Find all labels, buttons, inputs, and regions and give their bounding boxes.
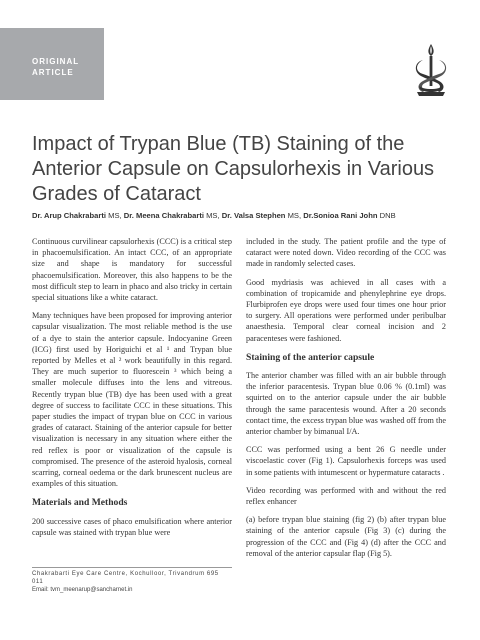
author-degree: MS, [108,211,122,220]
body-paragraph: Video recording was performed with and without the red reflex enhancer [246,485,446,507]
body-paragraph: Many techniques have been proposed for improving anterior capsular visualization. The most reliable method is the use of a dye to stain the anterior capsule. Indocyanine Green (ICG) first used by Horiguichi et al ¹ and Trypan blue reported by Melles et al ² work beautifully in this regard. They are much superior to fluorescein ³ which being a smaller molecule diffuses into the lens and vitreous. Recently trypan blue (TB) dye has been used with a great degree of success to facilitate CCC in these situations. This paper studies the impact of trypan blue on CCC in various grades of cataract. Staining of the anterior capsule for better visualization is necessary in any situation where either the red reflex is poor or visualization of the capsule is compromised. The presence of the asteroid hyalosis, corneal scarring, corneal oedema or the dark brunescent nucleus are examples of this situation. [32,311,232,489]
footnote-email[interactable]: Email: tvm_meenarup@sancharnet.in [32,587,133,593]
left-column [32,236,232,545]
author-list [32,211,462,220]
article-type-label [32,56,79,78]
section-heading-staining: Staining of the anterior capsule [246,351,375,363]
body-paragraph: CCC was performed using a bent 26 G needle under viscoelastic cover (Fig 1). Capsulorhexis forceps was used in some patients with intumescent or hypermature cataracts . [246,445,446,477]
author-name: Dr.Sonioa Rani John [303,211,378,220]
author-degree: MS, [206,211,220,220]
body-paragraph: included in the study. The patient profile and the type of cataract were noted down. Video recording of the CCC was made in randomly selected cases. [246,237,446,269]
body-paragraph: Good mydriasis was achieved in all cases with a combination of tropicamide and phenylephrine eye drops. Flurbiprofen eye drops were used four times one hour prior to surgery. All operations were performed under peribulbar anaesthesia. Temporal clear corneal incision and 2 paracenteses were fashioned. [246,277,446,343]
author-degree: MS, [287,211,302,220]
body-paragraph: Continuous curvilinear capsulorhexis (CCC) is a critical step in phacoemulsification. An intact CCC, of an appropriate size and shape is mandatory for successful phacoemulsification. Moreover, this also happens to be the most difficult step to learn in phaco and also tricky in certain special situations like a white cataract. [32,237,232,303]
right-column [246,236,446,566]
journal-emblem-icon [409,42,453,98]
author-name: Dr. Meena Chakrabarti [123,211,204,220]
author-degree: DNB [379,211,396,220]
article-type-line1: ORIGINAL [32,57,80,66]
body-paragraph: (a) before trypan blue staining (fig 2) (b) after trypan blue staining of the anterior capsule (Fig 3) (c) during the progression of the CCC and (Fig 4) (d) after the CCC and removal of the anterior capsular flap (Fig 5). [246,515,446,558]
body-paragraph: The anterior chamber was filled with an air bubble through the inferior paracentesis. Trypan blue 0.06 % (0.1ml) was squirted on to the anterior capsule under the air bubble through the same paracentesis wound. After a 20 seconds contact time, the excess trypan blue was washed off from the anterior chamber by bimanual I/A. [246,371,446,437]
body-paragraph: 200 successive cases of phaco emulsification where anterior capsule was stained with trypan blue were [32,516,232,537]
footnote-affiliation: Chakrabarti Eye Care Centre, Kochulloor, Trivandrum 695 011 [32,571,219,585]
author-name: Dr. Valsa Stephen [221,211,286,220]
article-type-line2: ARTICLE [32,68,74,77]
article-title: Impact of Trypan Blue (TB) Staining of the Anterior Capsule on Capsulorhexis in Various Grades of Cataract [32,133,435,205]
author-name: Dr. Arup Chakrabarti [32,211,106,220]
footnote [32,567,232,594]
section-heading-materials-methods: Materials and Methods [32,497,128,509]
